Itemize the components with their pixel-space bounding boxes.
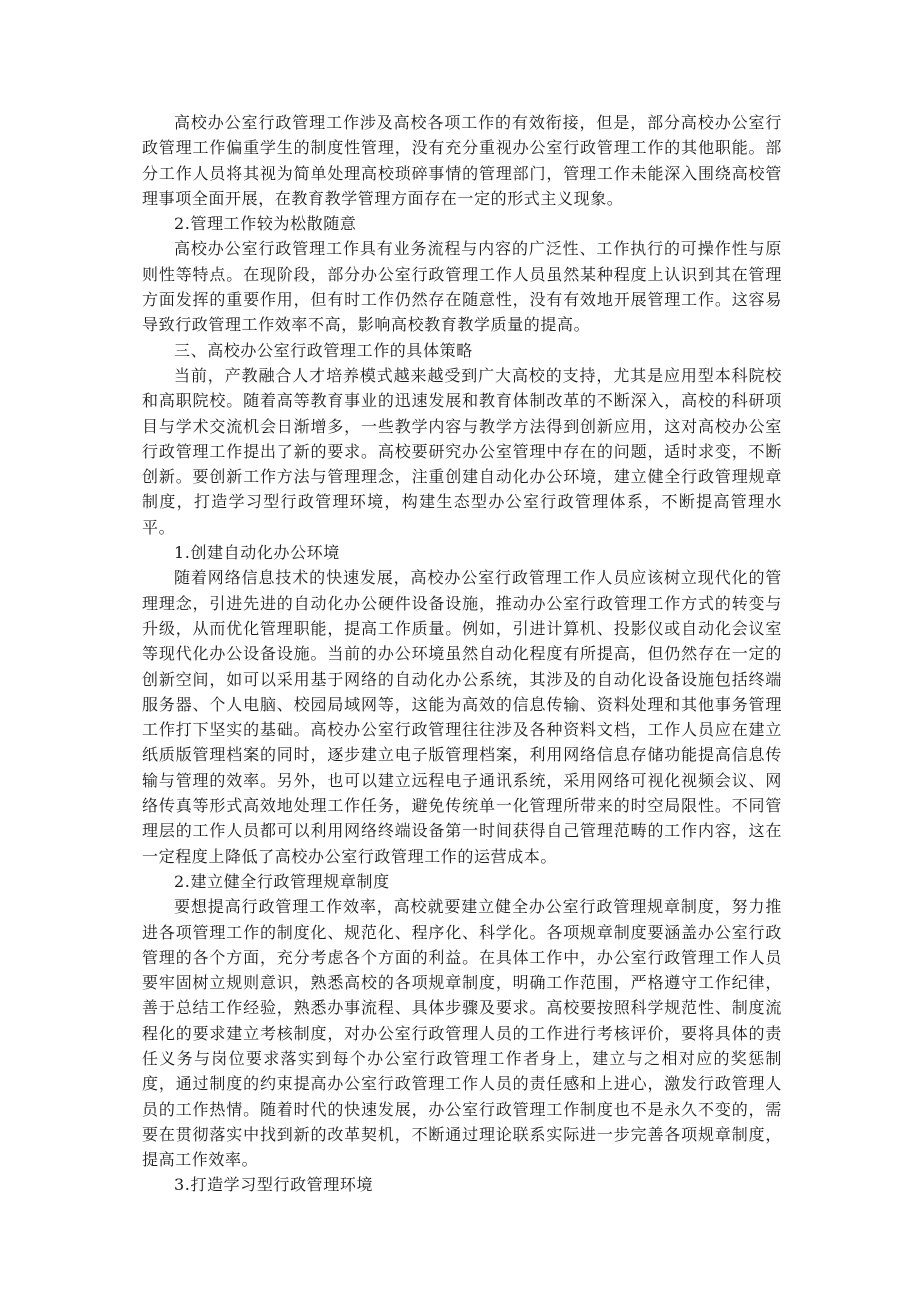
heading-automated-office: 1.创建自动化办公环境 (174, 543, 340, 563)
paragraph-rules-system: 要想提高行政管理工作效率，高校就要建立健全办公室行政管理规章制度，努力推进各项管理工作的制度化、规范化、程序化、科学化。各项规章制度要涵盖办公室行政管理的各个方面，充分考虑各个方面的利益。在具体工作中，办公室行政管理工作人员要牢固树立规则意识，熟悉高校的各项规章制度，明确工作范围，严格遵守工作纪律，善于总结工作经验，熟悉办事流程、具体步骤及要求。高校要按照科学规范性、制度流程化的要求建立考核制度，对办公室行政管理人员的工作进行考核评价，要将具体的责任义务与岗位要求落实到每个办公室行政管理工作者身上，建立与之相对应的奖惩制度，通过制度的约束提高办公室行政管理工作人员的责任感和上进心，激发行政管理人员的工作热情。随着时代的快速发展，办公室行政管理工作制度也不是永久不变的，需要在贯彻落实中找到新的改革契机，不断通过理论联系实际进一步完善各项规章制度，提高工作效率。 (142, 897, 782, 1170)
heading-learning-environment: 3.打造学习型行政管理环境 (174, 1175, 374, 1195)
paragraph-automated-office: 随着网络信息技术的快速发展，高校办公室行政管理工作人员应该树立现代化的管理理念，引进先进的自动化办公硬件设备设施，推动办公室行政管理工作方式的转变与升级，从而优化管理职能，提高工作质量。例如，引进计算机、投影仪或自动化会议室等现代化办公设备设施。当前的办公环境虽然自动化程度有所提高，但仍然存在一定的创新空间，如可以采用基于网络的自动化办公系统，其涉及的自动化设备设施包括终端服务器、个人电脑、校园局域网等，这能为高效的信息传输、资料处理和其他事务管理工作打下坚实的基础。高校办公室行政管理往往涉及各种资料文档，工作人员应在建立纸质版管理档案的同时，逐步建立电子版管理档案，利用网络信息存储功能提高信息传输与管理的效率。另外，也可以建立远程电子通讯系统，采用网络可视化视频会议、网络传真等形式高效地处理工作任务，避免传统单一化管理所带来的时空局限性。不同管理层的工作人员都可以利用网络终端设备第一时间获得自己管理范畴的工作内容，这在一定程度上降低了高校办公室行政管理工作的运营成本。 (142, 568, 782, 866)
heading-rules-system: 2.建立健全行政管理规章制度 (174, 871, 390, 891)
document-body (142, 110, 782, 1198)
heading-strategies: 三、高校办公室行政管理工作的具体策略 (174, 340, 473, 360)
heading-loose-management: 2.管理工作较为松散随意 (174, 214, 357, 234)
paragraph-loose-management: 高校办公室行政管理工作具有业务流程与内容的广泛性、工作执行的可操作性与原则性等特点。在现阶段，部分办公室行政管理工作人员虽然某种程度上认识到其在管理方面发挥的重要作用，但有时工作仍然存在随意性，没有有效地开展管理工作。这容易导致行政管理工作效率不高，影响高校教育教学质量的提高。 (142, 239, 782, 335)
paragraph-admin-issues: 高校办公室行政管理工作涉及高校各项工作的有效衔接，但是，部分高校办公室行政管理工作偏重学生的制度性管理，没有充分重视办公室行政管理工作的其他职能。部分工作人员将其视为简单处理高校琐碎事情的管理部门，管理工作未能深入围绕高校管理事项全面开展，在教育教学管理方面存在一定的形式主义现象。 (142, 113, 782, 208)
paragraph-strategies: 当前，产教融合人才培养模式越来越受到广大高校的支持，尤其是应用型本科院校和高职院校。随着高等教育事业的迅速发展和教育体制改革的不断深入，高校的科研项目与学术交流机会日渐增多，一些教学内容与教学方法得到创新应用，这对高校办公室行政管理工作提出了新的要求。高校要研究办公室管理中存在的问题，适时求变，不断创新。要创新工作方法与管理理念，注重创建自动化办公环境，建立健全行政管理规章制度，打造学习型行政管理环境，构建生态型办公室行政管理体系，不断提高管理水平。 (142, 365, 782, 537)
